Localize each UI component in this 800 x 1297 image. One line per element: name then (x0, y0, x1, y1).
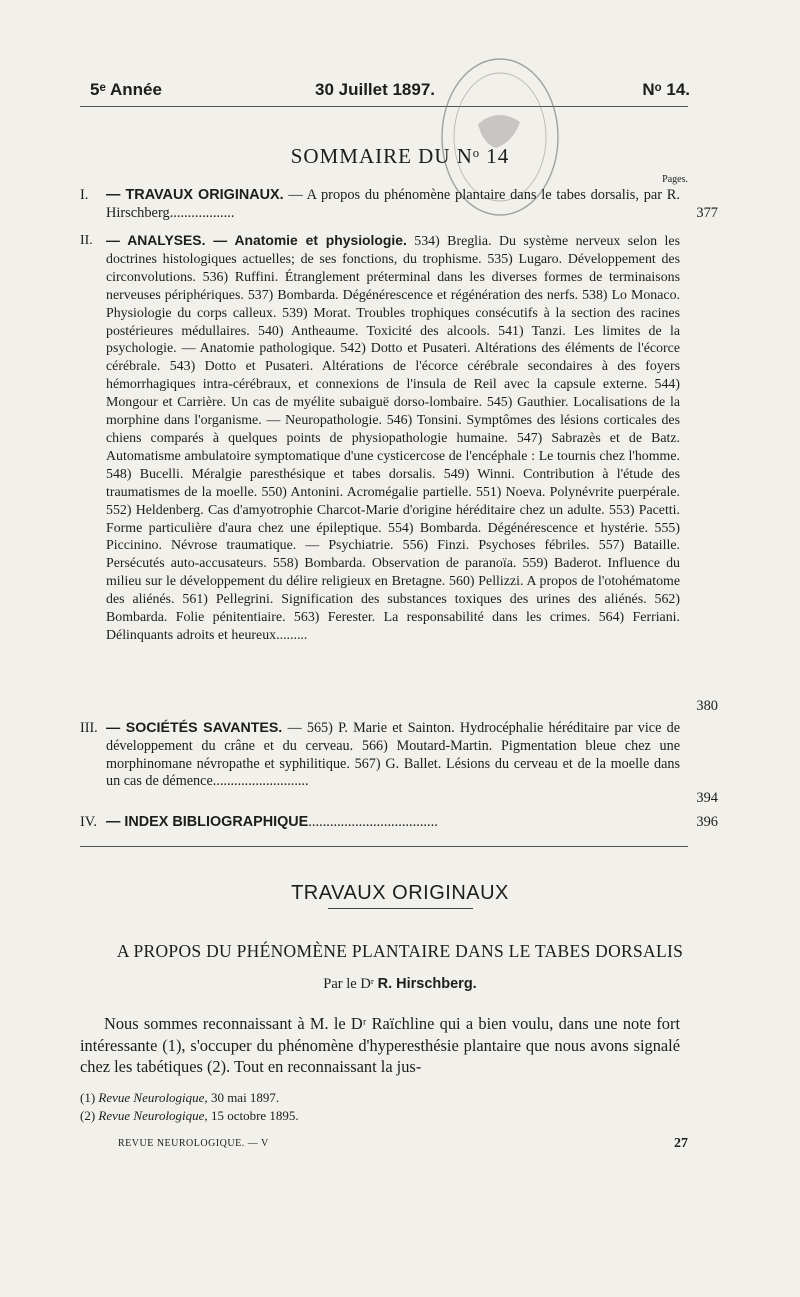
toc-page: 394 (696, 790, 718, 806)
toc-page: 380 (696, 698, 718, 714)
sommaire-rule (80, 846, 688, 847)
running-header (90, 80, 690, 102)
toc-entry-3: III. — SOCIÉTÉS SAVANTES. — 565) P. Marie et Sainton. Hydrocéphalie héréditaire par vice de développement du crâne et du cerveau. 566) Moutard-Martin. Pigmentation bleue chez une morphinomane névropathe et syphilitique. 567) G. Ballet. Lésions du cerveau et de la moelle dans un cas de démence........................... 394 (80, 720, 718, 806)
toc-num: IV. (80, 814, 97, 830)
article-author: Par le Dʳ R. Hirschberg. (323, 976, 477, 992)
toc-num: II. (80, 233, 93, 248)
toc-page: 377 (696, 205, 718, 221)
page-footer (118, 1138, 688, 1149)
footnote-2: (2) Revue Neurologique, 15 octobre 1895. (80, 1108, 299, 1123)
toc-entry-4: IV. — INDEX BIBLIOGRAPHIQUE.................................... 396 (80, 814, 718, 830)
article-title: A PROPOS DU PHÉNOMÈNE PLANTAIRE DANS LE TABES DORSALIS (116, 941, 684, 961)
footer-journal: REVUE NEUROLOGIQUE. — V (118, 1138, 269, 1149)
section-underline (328, 908, 473, 909)
header-year: 5ᵉ Année (90, 80, 162, 99)
article-paragraph: Nous sommes reconnaissant à M. le Dʳ Raïchline qui a bien voulu, dans une note fort intéressante (1), s'occuper du phénomène d'hyperesthésie plantaire que nous avons signalé chez les tabétiques (2). Tout en reconnaissant la jus- (80, 1014, 680, 1076)
footer-page-number: 27 (674, 1136, 688, 1151)
sommaire-title: SOMMAIRE DU Nᵒ 14 (290, 144, 510, 168)
header-date: 30 Juillet 1897. (315, 80, 436, 99)
pages-label: Pages. (662, 174, 688, 185)
footnote-1: (1) Revue Neurologique, 30 mai 1897. (80, 1090, 280, 1105)
toc-num: I. (80, 187, 89, 203)
section-title: TRAVAUX ORIGINAUX (291, 882, 509, 904)
toc-entry-2: II. — ANALYSES. — Anatomie et physiologie. 534) Breglia. Du système nerveux selon les doctrines histologiques actuelles; de ses fonctions, du trophisme. 535) Lugaro. Développement des circonvolutions. 536) Ruffini. Étranglement préterminal dans les diverses formes de terminaisons nerveuses périphériques. 537) Bombarda. Dégénérescence et régénération des nerfs. 538) Lo Monaco. Physiologie du corps calleux. 539) Morat. Troubles trophiques consécutifs à la section des racines postérieures médullaires. 540) Antheaume. Toxicité des alcools. 541) Tanzi. Les limites de la psychologie. — Anatomie pathologique. 542) Dotto et Pusateri. Altérations des éléments de l'écorce cérébrale. 543) Dotto et Pusateri. Altérations de l'écorce cérébrale secondaires à des foyers hémorrhagiques intra-cérébraux, et connexions de l'insula de Reil avec la capsule externe. 544) Mongour et Carrière. Un cas de myélite subaiguë dorso-lombaire. 545) Gauthier. Localisations de la morphine dans l'organisme. — Neuropathologie. 546) Tonsini. Symptômes des lésions corticales des chiens comparés à quelques points de physiopathologie humaine. 547) Sabrazès et de Batz. Automatisme ambulatoire symptomatique d'une cysticercose de l'encéphale : Le tournis chez l'homme. 548) Bucelli. Méralgie paresthésique et tabes dorsalis. 549) Winni. Contribution à l'étude des traumatismes de la moelle. 550) Antonini. Acromégalie partielle. 551) Noeva. Polynévrite puerpérale. 552) Heldenberg. Cas d'amyotrophie Charcot-Marie d'origine héréditaire chez un adulte. 553) Pacetti. Forme particulière d'aura chez une épileptique. 554) Bombarda. Dégénérescence et hystérie. 555) Piccinino. Névrose traumatique. — Psychiatrie. 556) Finzi. Psychoses fébriles. 557) Bataille. Persécutés auto-accusateurs. 558) Bombarda. Observation de paranoïa. 559) Baderot. Influence du milieu sur le développement du délire religieux en Bretagne. 560) Pellizzi. A propos de l'otohématome des aliénés. 561) Pellegrini. Signification des substances toxiques des urines des aliénés. 562) Bombarda. Folie pénitentiaire. 563) Ferester. La responsabilité dans les crimes. 564) Ferriani. Délinquants adroits et heureux......... 380 (80, 232, 718, 714)
toc-page: 396 (696, 814, 718, 830)
header-number: Nᵒ 14. (642, 80, 690, 99)
toc-entry-1: I. — TRAVAUX ORIGINAUX. — A propos du phénomène plantaire dans le tabes dorsalis, par R. Hirschberg.................. 377 (80, 187, 718, 221)
toc-num: III. (80, 720, 98, 736)
header-rule (80, 106, 688, 107)
